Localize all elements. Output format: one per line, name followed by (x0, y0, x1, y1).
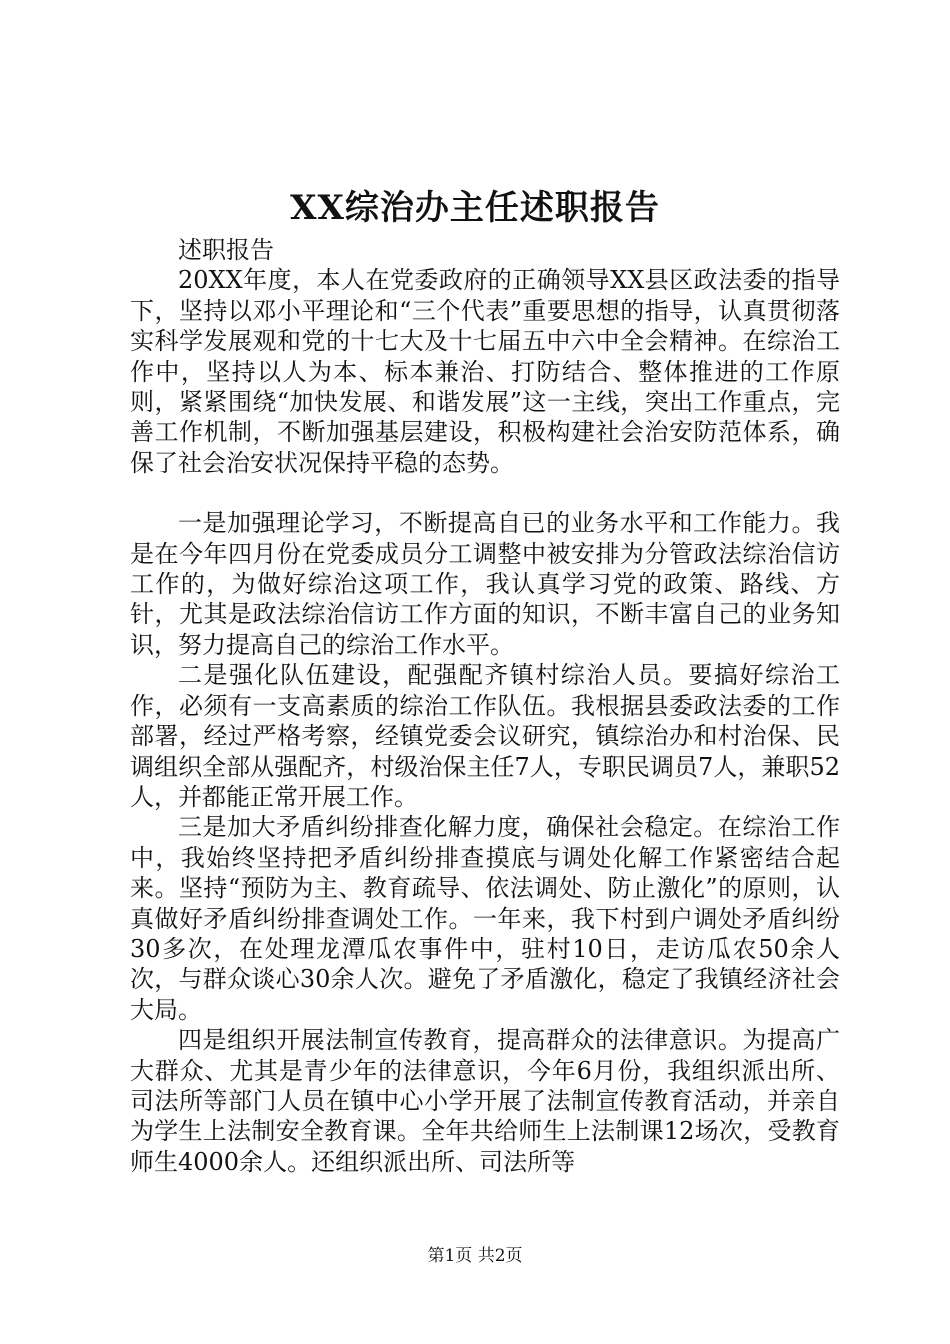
paragraph-2: 二是强化队伍建设，配强配齐镇村综治人员。要搞好综治工作，必须有一支高素质的综治工作队伍。我根据县委政法委的工作部署，经过严格考察，经镇党委会议研究，镇综治办和村治保、民调组织全部从强配齐，村级治保主任7人，专职民调员7人，兼职52人，并都能正常开展工作。 (130, 661, 840, 811)
section-heading: 述职报告 (178, 236, 274, 264)
paragraph-gap (130, 478, 840, 508)
paragraph-4: 四是组织开展法制宣传教育，提高群众的法律意识。为提高广大群众、尤其是青少年的法律意识，今年6月份，我组织派出所、司法所等部门人员在镇中心小学开展了法制宣传教育活动，并亲自为学生上法制安全教育课。全年共给师生上法制课12场次，受教育师生4000余人。还组织派出所、司法所等 (130, 1026, 840, 1176)
paragraph-intro: 20XX年度，本人在党委政府的正确领导XX县区政法委的指导下，坚持以邓小平理论和“三个代表”重要思想的指导，认真贯彻落实科学发展观和党的十七大及十七届五中六中全会精神。在综治工作中，坚持以人为本、标本兼治、打防结合、整体推进的工作原则，紧紧围绕“加快发展、和谐发展”这一主线，突出工作重点，完善工作机制，不断加强基层建设，积极构建社会治安防范体系，确保了社会治安状况保持平稳的态势。 (130, 266, 840, 477)
document-body (130, 235, 840, 1177)
page-footer: 第1页 共2页 (427, 1246, 523, 1266)
paragraph-3: 三是加大矛盾纠纷排查化解力度，确保社会稳定。在综治工作中，我始终坚持把矛盾纠纷排查摸底与调处化解工作紧密结合起来。坚持“预防为主、教育疏导、依法调处、防止激化”的原则，认真做好矛盾纠纷排查调处工作。一年来，我下村到户调处矛盾纠纷30多次，在处理龙潭瓜农事件中，驻村10日，走访瓜农50余人次，与群众谈心30余人次。避免了矛盾激化，稳定了我镇经济社会大局。 (130, 813, 840, 1024)
paragraph-1: 一是加强理论学习，不断提高自已的业务水平和工作能力。我是在今年四月份在党委成员分工调整中被安排为分管政法综治信访工作的，为做好综治这项工作，我认真学习党的政策、路线、方针，尤其是政法综治信访工作方面的知识，不断丰富自己的业务知识，努力提高自己的综治工作水平。 (130, 509, 840, 659)
document-title: XX综治办主任述职报告 (290, 188, 660, 228)
